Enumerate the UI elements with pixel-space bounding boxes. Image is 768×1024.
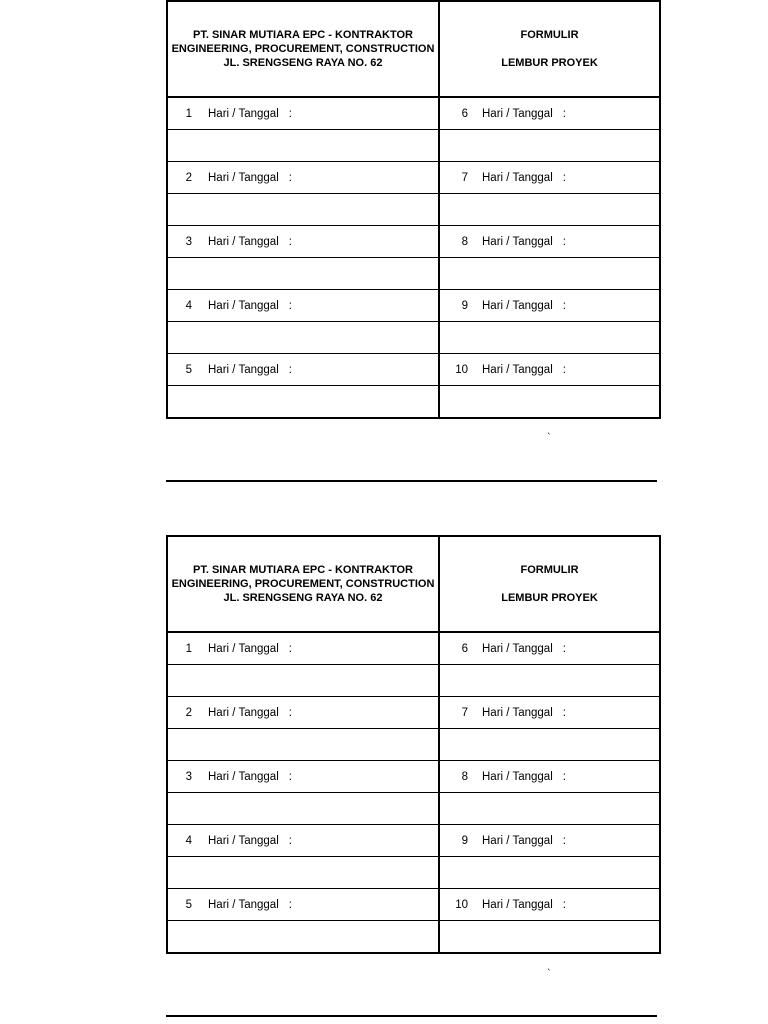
entry-label: Hari / Tanggal — [482, 770, 553, 783]
date-entry-9[interactable]: 9 Hari / Tanggal : — [440, 825, 659, 856]
company-address: JL. SRENGSENG RAYA NO. 62 — [223, 57, 383, 69]
blank-row — [167, 857, 660, 889]
entry-number: 2 — [185, 171, 192, 184]
form-title: FORMULIR — [520, 564, 579, 576]
date-entry-2[interactable]: 2 Hari / Tanggal : — [168, 162, 438, 193]
date-entry-3[interactable]: 3 Hari / Tanggal : — [168, 226, 438, 257]
entry-label: Hari / Tanggal — [208, 107, 279, 120]
signature-line — [166, 480, 657, 482]
blank-row — [167, 729, 660, 761]
blank-field[interactable] — [439, 194, 660, 226]
entry-number: 5 — [185, 363, 192, 376]
entry-label: Hari / Tanggal — [208, 642, 279, 655]
table-row — [167, 697, 660, 729]
entry-number: 9 — [461, 834, 468, 847]
entry-number: 7 — [461, 171, 468, 184]
entry-label: Hari / Tanggal — [482, 107, 553, 120]
entry-number: 2 — [185, 706, 192, 719]
entry-label: Hari / Tanggal — [208, 770, 279, 783]
blank-field[interactable] — [439, 665, 660, 697]
table-row — [167, 162, 660, 194]
entry-label: Hari / Tanggal — [482, 363, 553, 376]
entry-number: 3 — [185, 770, 192, 783]
company-services: ENGINEERING, PROCUREMENT, CONSTRUCTION — [171, 43, 435, 55]
blank-field[interactable] — [439, 921, 660, 954]
blank-row — [167, 386, 660, 419]
blank-field[interactable] — [167, 258, 439, 290]
tick-mark: ` — [547, 432, 551, 444]
entry-number: 10 — [455, 363, 468, 376]
entry-label: Hari / Tanggal — [208, 706, 279, 719]
company-services: ENGINEERING, PROCUREMENT, CONSTRUCTION — [171, 578, 435, 590]
entry-label: Hari / Tanggal — [208, 898, 279, 911]
blank-field[interactable] — [439, 386, 660, 419]
blank-row — [167, 665, 660, 697]
blank-field[interactable] — [439, 258, 660, 290]
blank-field[interactable] — [167, 194, 439, 226]
date-entry-7[interactable]: 7 Hari / Tanggal : — [440, 697, 659, 728]
form-header-row — [167, 1, 660, 97]
blank-field[interactable] — [439, 729, 660, 761]
date-entry-8[interactable]: 8 Hari / Tanggal : — [440, 761, 659, 792]
blank-field[interactable] — [167, 857, 439, 889]
date-entry-1[interactable]: 1 Hari / Tanggal : — [168, 633, 438, 664]
entry-label: Hari / Tanggal — [208, 299, 279, 312]
table-row — [167, 761, 660, 793]
date-entry-8[interactable]: 8 Hari / Tanggal : — [440, 226, 659, 257]
date-entry-3[interactable]: 3 Hari / Tanggal : — [168, 761, 438, 792]
blank-field[interactable] — [167, 386, 439, 419]
entry-label: Hari / Tanggal — [208, 363, 279, 376]
date-entry-6[interactable]: 6 Hari / Tanggal : — [440, 633, 659, 664]
blank-field[interactable] — [167, 665, 439, 697]
blank-field[interactable] — [167, 729, 439, 761]
blank-field[interactable] — [167, 130, 439, 162]
date-entry-5[interactable]: 5 Hari / Tanggal : — [168, 354, 438, 385]
entry-number: 3 — [185, 235, 192, 248]
date-entry-7[interactable]: 7 Hari / Tanggal : — [440, 162, 659, 193]
signature-line — [166, 1015, 657, 1017]
entry-number: 1 — [185, 642, 192, 655]
entry-number: 4 — [185, 834, 192, 847]
blank-field[interactable] — [439, 857, 660, 889]
date-entry-6[interactable]: 6 Hari / Tanggal : — [440, 98, 659, 129]
form-subtitle: LEMBUR PROYEK — [501, 592, 598, 604]
date-entry-2[interactable]: 2 Hari / Tanggal : — [168, 697, 438, 728]
date-entry-1[interactable]: 1 Hari / Tanggal : — [168, 98, 438, 129]
table-row — [167, 226, 660, 258]
blank-row — [167, 194, 660, 226]
table-row — [167, 290, 660, 322]
entry-label: Hari / Tanggal — [482, 235, 553, 248]
date-entry-9[interactable]: 9 Hari / Tanggal : — [440, 290, 659, 321]
entry-number: 4 — [185, 299, 192, 312]
entry-label: Hari / Tanggal — [482, 299, 553, 312]
form-subtitle: LEMBUR PROYEK — [501, 57, 598, 69]
entry-label: Hari / Tanggal — [208, 171, 279, 184]
blank-row — [167, 322, 660, 354]
table-row — [167, 889, 660, 921]
table-row — [167, 97, 660, 130]
entry-label: Hari / Tanggal — [208, 834, 279, 847]
entry-number: 5 — [185, 898, 192, 911]
blank-row — [167, 258, 660, 290]
blank-field[interactable] — [167, 793, 439, 825]
overtime-form-2 — [166, 535, 657, 954]
table-row — [167, 632, 660, 665]
date-entry-4[interactable]: 4 Hari / Tanggal : — [168, 825, 438, 856]
date-entry-10[interactable]: 10 Hari / Tanggal : — [440, 354, 659, 385]
form-title-header — [439, 1, 660, 97]
company-header — [167, 536, 439, 632]
entry-label: Hari / Tanggal — [482, 706, 553, 719]
entry-label: Hari / Tanggal — [208, 235, 279, 248]
date-entry-4[interactable]: 4 Hari / Tanggal : — [168, 290, 438, 321]
entry-number: 8 — [461, 770, 468, 783]
entry-label: Hari / Tanggal — [482, 642, 553, 655]
form-title: FORMULIR — [520, 29, 579, 41]
blank-row — [167, 130, 660, 162]
entry-number: 10 — [455, 898, 468, 911]
entry-label: Hari / Tanggal — [482, 834, 553, 847]
entry-number: 8 — [461, 235, 468, 248]
company-header — [167, 1, 439, 97]
blank-field[interactable] — [439, 322, 660, 354]
blank-field[interactable] — [439, 793, 660, 825]
form-table — [166, 0, 661, 419]
form-title-header — [439, 536, 660, 632]
date-entry-10[interactable]: 10 Hari / Tanggal : — [440, 889, 659, 920]
entry-number: 9 — [461, 299, 468, 312]
company-name: PT. SINAR MUTIARA EPC - KONTRAKTOR — [193, 564, 413, 576]
entry-label: Hari / Tanggal — [482, 171, 553, 184]
form-table — [166, 535, 661, 954]
company-address: JL. SRENGSENG RAYA NO. 62 — [223, 592, 383, 604]
blank-field[interactable] — [167, 322, 439, 354]
blank-field[interactable] — [439, 130, 660, 162]
blank-row — [167, 921, 660, 954]
entry-number: 1 — [185, 107, 192, 120]
tick-mark: ` — [547, 968, 551, 980]
entry-number: 6 — [461, 107, 468, 120]
blank-field[interactable] — [167, 921, 439, 954]
entry-label: Hari / Tanggal — [482, 898, 553, 911]
company-name: PT. SINAR MUTIARA EPC - KONTRAKTOR — [193, 29, 413, 41]
table-row — [167, 825, 660, 857]
entry-number: 7 — [461, 706, 468, 719]
date-entry-5[interactable]: 5 Hari / Tanggal : — [168, 889, 438, 920]
blank-row — [167, 793, 660, 825]
table-row — [167, 354, 660, 386]
entry-number: 6 — [461, 642, 468, 655]
form-header-row — [167, 536, 660, 632]
overtime-form-1 — [166, 0, 657, 419]
